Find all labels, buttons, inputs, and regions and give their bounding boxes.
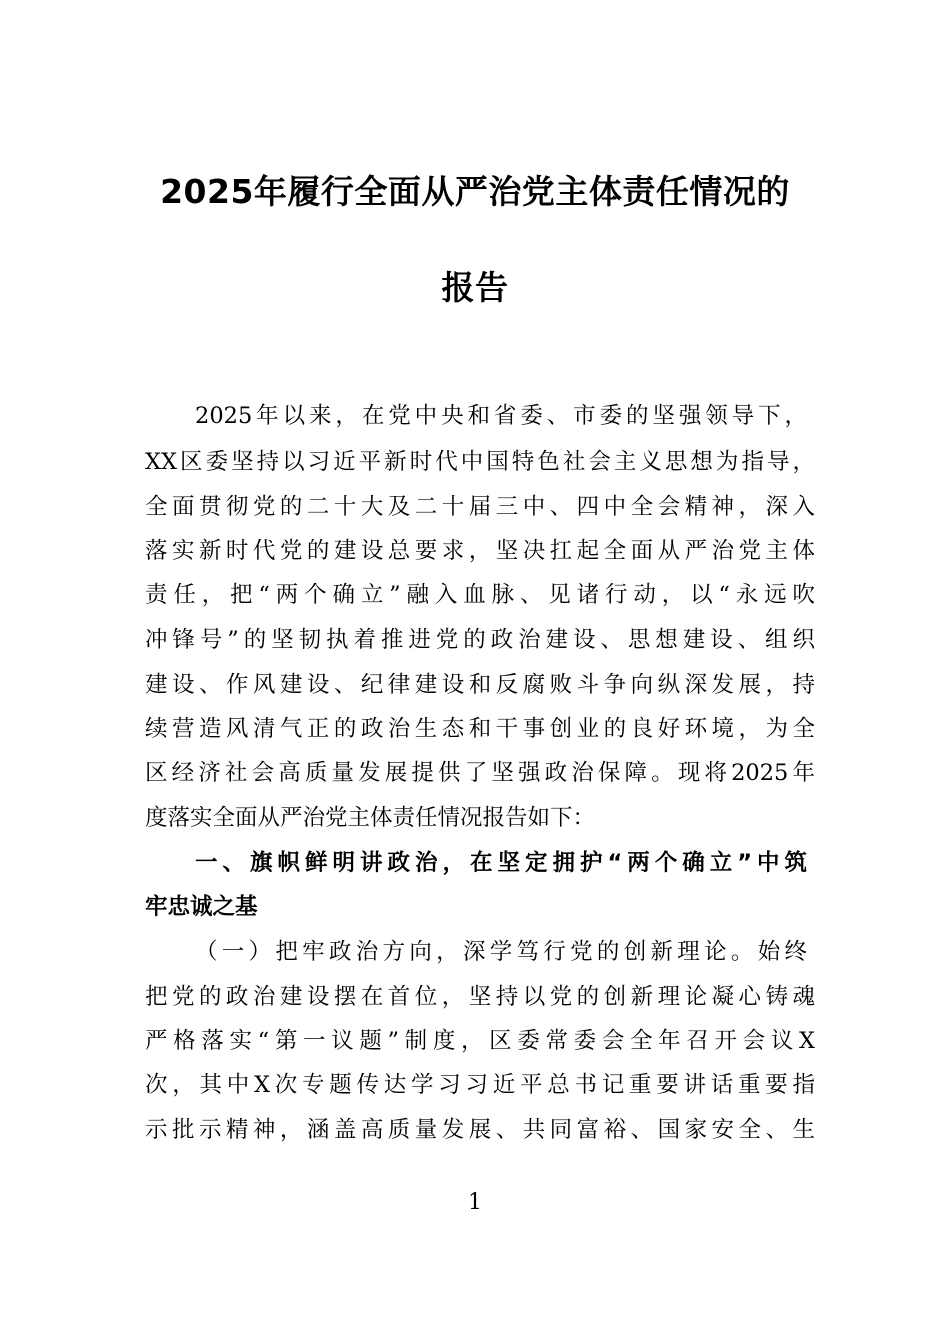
body-line: 区经济社会高质量发展提供了坚强政治保障。现将2025年: [145, 760, 815, 786]
body-line: 建设、作风建设、纪律建设和反腐败斗争向纵深发展，持: [145, 672, 815, 698]
section-heading: 牢忠诚之基: [145, 894, 258, 920]
body-line: （一）把牢政治方向，深学笃行党的创新理论。始终: [195, 939, 807, 965]
document-title-line-1: 2025年履行全面从严治党主体责任情况的: [160, 172, 790, 211]
page-number: 1: [468, 1190, 482, 1215]
body-line: 全面贯彻党的二十大及二十届三中、四中全会精神，深入: [145, 494, 815, 520]
body-line: 2025年以来，在党中央和省委、市委的坚强领导下，: [195, 403, 807, 429]
body-line: XX区委坚持以习近平新时代中国特色社会主义思想为指导，: [145, 449, 815, 475]
section-heading: 一、旗帜鲜明讲政治，在坚定拥护“两个确立”中筑: [195, 850, 807, 876]
body-line: 续营造风清气正的政治生态和干事创业的良好环境，为全: [145, 716, 815, 742]
body-line: 次，其中X次专题传达学习习近平总书记重要讲话重要指: [145, 1072, 815, 1098]
body-line: 示批示精神，涵盖高质量发展、共同富裕、国家安全、生: [145, 1117, 815, 1143]
body-line: 把党的政治建设摆在首位，坚持以党的创新理论凝心铸魂: [145, 984, 815, 1010]
body-line: 度落实全面从严治党主体责任情况报告如下：: [145, 805, 596, 831]
body-line: 责任，把“两个确立”融入血脉、见诸行动，以“永远吹: [145, 582, 815, 608]
body-line: 冲锋号”的坚韧执着推进党的政治建设、思想建设、组织: [145, 627, 815, 653]
body-line: 严格落实“第一议题”制度，区委常委会全年召开会议X: [145, 1028, 815, 1054]
document-title-line-2: 报告: [441, 268, 509, 307]
body-line: 落实新时代党的建设总要求，坚决扛起全面从严治党主体: [145, 538, 815, 564]
